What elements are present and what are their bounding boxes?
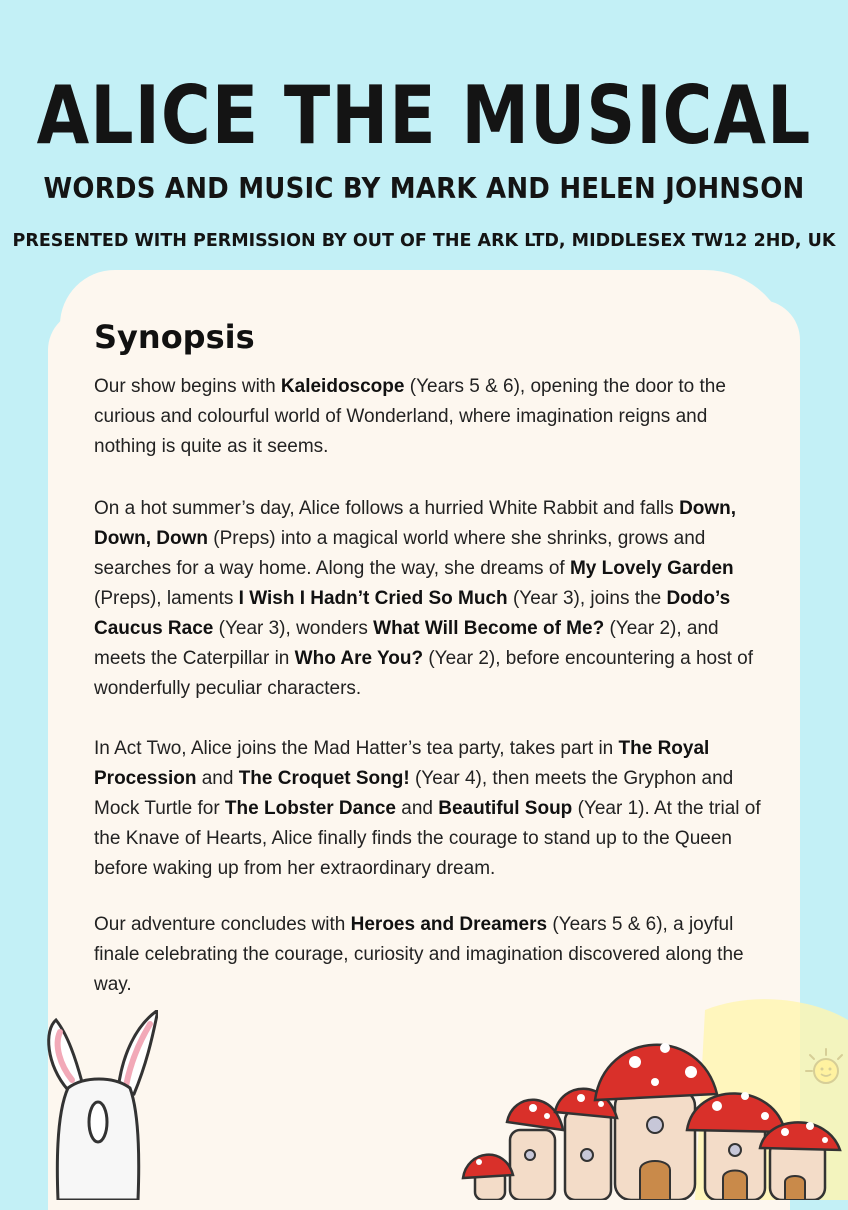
synopsis-paragraph-3 [94, 734, 774, 884]
song-title: The Croquet Song! [238, 768, 410, 789]
text-run: On a hot summer’s day, Alice follows a hurried White Rabbit and falls [94, 498, 680, 519]
song-title: Dodo’s Caucus Race [94, 588, 731, 639]
text-run: (Years 5 & 6), a joyful finale celebrating the courage, curiosity and imagination discovered along the way. [94, 914, 744, 995]
synopsis-paragraph-2 [94, 494, 774, 704]
mushroom-houses-illustration [455, 990, 848, 1200]
text-run: (Preps) into a magical world where she shrinks, grows and searches for a way home. Along the way, she dreams of [94, 528, 706, 579]
text-run: (Years 5 & 6), opening the door to the curious and colourful world of Wonderland, where imagination reigns and nothing is quite as it seems. [94, 376, 726, 457]
song-title: Beautiful Soup [438, 798, 573, 819]
song-title: The Royal Procession [94, 738, 710, 789]
page-title: ALICE THE MUSICAL [36, 70, 812, 164]
text-run: (Year 4), then meets the Gryphon and Mock Turtle for [94, 768, 734, 819]
text-run: In Act Two, Alice joins the Mad Hatter’s tea party, takes part in [94, 738, 619, 759]
text-run: and [196, 768, 239, 789]
song-title: What Will Become of Me? [373, 618, 605, 639]
song-title: Heroes and Dreamers [350, 914, 548, 935]
text-run: (Year 3), wonders [213, 618, 374, 639]
synopsis-paragraph-1 [94, 372, 774, 462]
song-title: Who Are You? [294, 648, 424, 669]
text-run: and [395, 798, 439, 819]
page-subtitle: WORDS AND MUSIC BY MARK AND HELEN JOHNSON [43, 173, 805, 206]
song-title: The Lobster Dance [224, 798, 396, 819]
song-title: Down, Down, Down [94, 498, 737, 549]
text-run: (Year 2), and meets the Caterpillar in [94, 618, 719, 669]
permission-notice: PRESENTED WITH PERMISSION BY OUT OF THE ARK LTD, MIDDLESEX TW12 2HD, UK [12, 231, 836, 251]
song-title: I Wish I Hadn’t Cried So Much [238, 588, 508, 609]
text-run: (Year 3), joins the [507, 588, 667, 609]
text-run: Our adventure concludes with [94, 914, 351, 935]
synopsis-heading: Synopsis [94, 318, 255, 356]
text-run: (Year 2), before encountering a host of wonderfully peculiar characters. [94, 648, 753, 699]
text-run: Our show begins with [94, 376, 281, 397]
text-run: (Year 1). At the trial of the Knave of Hearts, Alice finally finds the courage to stand up to the Queen before waking up from her extraordinary dream. [94, 798, 761, 879]
song-title: My Lovely Garden [569, 558, 734, 579]
bunny-letter-a-icon [38, 1010, 158, 1200]
song-title: Kaleidoscope [280, 376, 405, 397]
synopsis-paragraph-4 [94, 910, 774, 1000]
text-run: (Preps), laments [94, 588, 239, 609]
